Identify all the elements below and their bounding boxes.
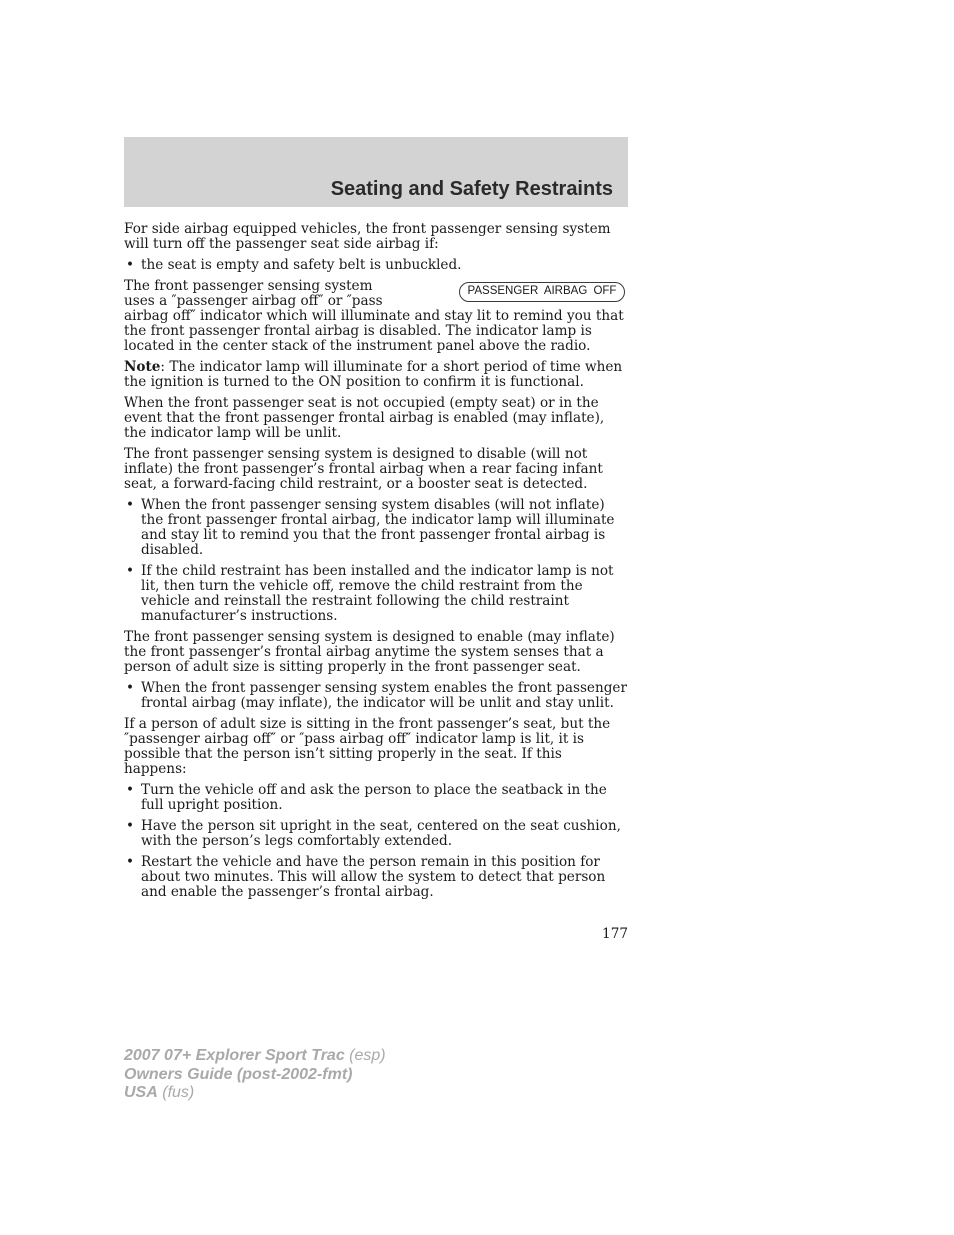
list-item-text: When the front passenger sensing system enables the front passenger frontal airbag (may inflate), the indicator will be unlit and stay unlit. bbox=[141, 680, 627, 711]
paragraph-indicator-text: The front passenger sensing system uses a ″passenger airbag off″ or ″pass airbag off″ indicator which will illuminate and stay lit to remind you that the front passenger frontal airbag is disabled. The indicator lamp is located in the center stack of the instrument panel above the radio. bbox=[124, 278, 624, 354]
page-number: 177 bbox=[602, 926, 628, 942]
list-item bbox=[124, 258, 628, 273]
footer-market: USA bbox=[124, 1084, 158, 1101]
list-item-text: Restart the vehicle and have the person remain in this position for about two minutes. This will allow the system to detect that person and enable the passenger’s frontal airbag. bbox=[141, 854, 606, 900]
list-item bbox=[124, 819, 628, 849]
footer-guide: Owners Guide (post-2002-fmt) bbox=[124, 1065, 353, 1083]
paragraph-disable: The front passenger sensing system is designed to disable (will not inflate) the front passenger’s frontal airbag when a rear facing infant seat, a forward-facing child restraint, or a booster seat is detected. bbox=[124, 446, 603, 492]
list-item-text: Turn the vehicle off and ask the person to place the seatback in the full upright position. bbox=[141, 782, 607, 813]
footer-line-3 bbox=[124, 1084, 386, 1103]
list-item bbox=[124, 564, 628, 624]
document-footer bbox=[124, 1047, 386, 1103]
note-label: Note bbox=[124, 359, 161, 375]
footer-market-code: (fus) bbox=[162, 1084, 195, 1101]
paragraph-adult-size: If a person of adult size is sitting in the front passenger’s seat, but the ″passenger airbag off″ or ″pass airbag off″ indicator lamp is lit, it is possible that the person isn’t sitting properly in the seat. If this happens: bbox=[124, 716, 611, 777]
bullet-list-4 bbox=[124, 783, 628, 900]
bullet-icon: • bbox=[126, 257, 135, 273]
footer-model-code: (esp) bbox=[349, 1047, 386, 1064]
bullet-icon: • bbox=[126, 680, 135, 696]
section-title: Seating and Safety Restraints bbox=[330, 178, 613, 200]
paragraph-unoccupied: When the front passenger seat is not occupied (empty seat) or in the event that the front passenger frontal airbag is enabled (may inflate), the indicator lamp will be unlit. bbox=[124, 395, 605, 441]
list-item bbox=[124, 681, 628, 711]
list-item-text: Have the person sit upright in the seat, centered on the seat cushion, with the person’s legs comfortably extended. bbox=[141, 818, 621, 849]
bullet-icon: • bbox=[126, 563, 135, 579]
bullet-icon: • bbox=[126, 818, 135, 834]
paragraph-enable: The front passenger sensing system is designed to enable (may inflate) the front passenger’s frontal airbag anytime the system senses that a person of adult size is sitting properly in the front passenger seat. bbox=[124, 629, 615, 675]
bullet-list-3 bbox=[124, 681, 628, 711]
section-header-band bbox=[124, 137, 628, 207]
passenger-airbag-off-indicator: PASSENGER AIRBAG OFF bbox=[459, 282, 625, 302]
footer-line-1 bbox=[124, 1047, 386, 1066]
paragraph-side-airbag: For side airbag equipped vehicles, the front passenger sensing system will turn off the passenger seat side airbag if: bbox=[124, 221, 611, 252]
bullet-list-1 bbox=[124, 258, 628, 273]
bullet-list-2 bbox=[124, 498, 628, 624]
page-content bbox=[124, 222, 628, 906]
footer-model: 2007 07+ Explorer Sport Trac bbox=[124, 1047, 345, 1064]
paragraph-note bbox=[124, 360, 628, 390]
footer-line-2 bbox=[124, 1066, 386, 1085]
list-item bbox=[124, 855, 628, 900]
list-item bbox=[124, 498, 628, 558]
list-item-text: When the front passenger sensing system disables (will not inflate) the front passenger frontal airbag, the indicator lamp will illuminate and stay lit to remind you that the front passenger frontal airbag is disabled. bbox=[141, 497, 615, 558]
note-text: : The indicator lamp will illuminate for a short period of time when the ignition is turned to the ON position to confirm it is functional. bbox=[124, 359, 623, 390]
indicator-figure bbox=[396, 282, 628, 302]
bullet-icon: • bbox=[126, 497, 135, 513]
list-item-text: the seat is empty and safety belt is unbuckled. bbox=[141, 257, 462, 273]
bullet-icon: • bbox=[126, 854, 135, 870]
list-item-text: If the child restraint has been installed and the indicator lamp is not lit, then turn the vehicle off, remove the child restraint from the vehicle and reinstall the restraint following the child restraint manufacturer’s instructions. bbox=[141, 563, 614, 624]
bullet-icon: • bbox=[126, 782, 135, 798]
list-item bbox=[124, 783, 628, 813]
paragraph-indicator bbox=[124, 279, 628, 354]
